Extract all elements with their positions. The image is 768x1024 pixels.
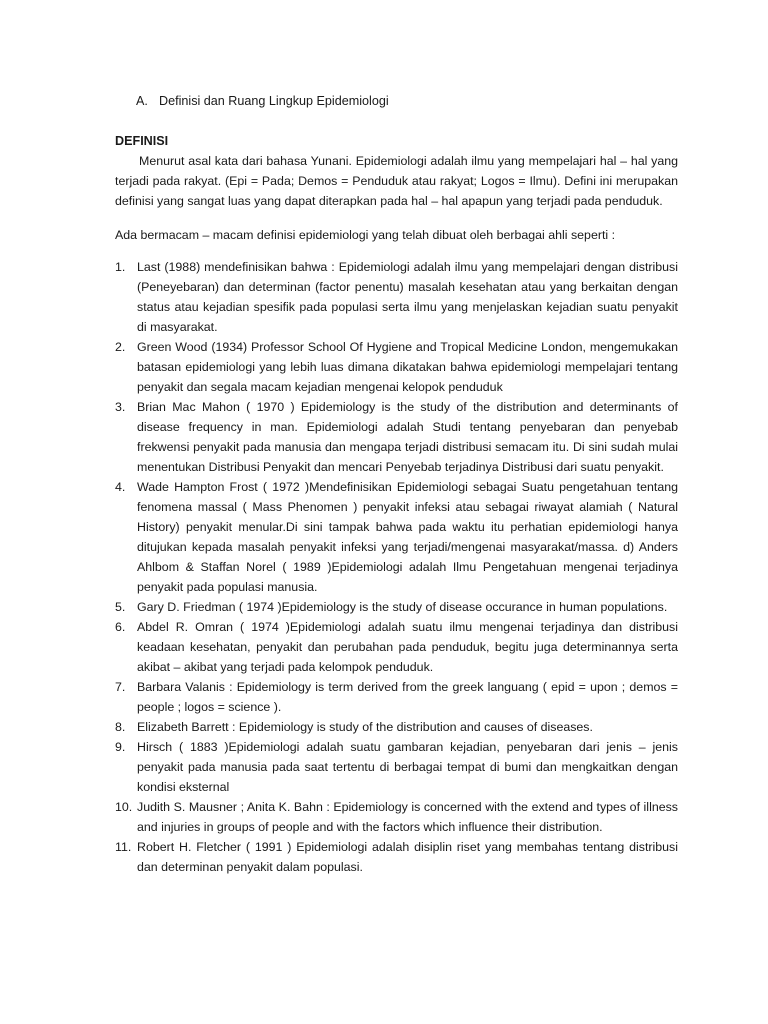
list-item (115, 737, 678, 797)
list-item (115, 797, 678, 837)
list-item (115, 337, 678, 397)
list-item-text: Barbara Valanis : Epidemiology is term derived from the greek languang ( epid = upon ; demos = people ; logos = science ). (137, 680, 678, 714)
list-item-text: Hirsch ( 1883 )Epidemiologi adalah suatu gambaran kejadian, penyebaran dari jenis – jenis penyakit pada manusia pada saat tertentu di berbagai tempat di bumi dan mengkaitkan dengan kondisi eksternal (137, 740, 678, 794)
list-item (115, 477, 678, 597)
list-item-text: Brian Mac Mahon ( 1970 ) Epidemiology is the study of the distribution and determinants of disease frequency in man. Epidemiologi adalah Studi tentang penyebaran dan penyebab frekwensi penyakit pada manusia dan mengapa terjadi distribusi semacam itu. Di sini sudah mulai menentukan Distribusi Penyakit dan mencari Penyebab terjadinya Distribusi dari suatu penyakit. (137, 400, 678, 474)
list-item-text: Last (1988) mendefinisikan bahwa : Epidemiologi adalah ilmu yang mempelajari dengan distribusi (Peneyebaran) dan determinan (factor penentu) masalah kesehatan atau yang berkaitan dengan status atau kejadian spesifik pada populasi serta ilmu yang menjelaskan kejadian suatu penyakit di masyarakat. (137, 260, 678, 334)
list-item-number: 1. (115, 260, 126, 274)
list-item (115, 617, 678, 677)
list-item-text: Gary D. Friedman ( 1974 )Epidemiology is the study of disease occurance in human populations. (137, 600, 668, 614)
intro-paragraph: Menurut asal kata dari bahasa Yunani. Epidemiologi adalah ilmu yang mempelajari hal – hal yang terjadi pada rakyat. (Epi = Pada; Demos = Penduduk atau rakyat; Logos = Ilmu). Defini ini merupakan definisi yang sangat luas yang dapat diterapkan pada hal – hal apapun yang terjadi pada penduduk. (115, 154, 678, 208)
list-item (115, 837, 678, 877)
section-heading-text: Definisi dan Ruang Lingkup Epidemiologi (159, 94, 389, 108)
list-item-number: 9. (115, 740, 126, 754)
list-item-number: 10. (115, 800, 133, 814)
list-item-number: 7. (115, 680, 126, 694)
section-heading-label: A. (136, 94, 148, 108)
list-item-text: Judith S. Mausner ; Anita K. Bahn : Epidemiology is concerned with the extend and types of illness and injuries in groups of people and with the factors which influence their distribution. (137, 800, 678, 834)
section-heading (136, 91, 389, 111)
list-item-number: 6. (115, 620, 126, 634)
list-item-number: 8. (115, 720, 126, 734)
list-item-text: Abdel R. Omran ( 1974 )Epidemiologi adalah suatu ilmu mengenai terjadinya dan distribusi keadaan kesehatan, penyakit dan perubahan pada penduduk, begitu juga determinannya serta akibat – akibat yang terjadi pada kelompok penduduk. (137, 620, 678, 674)
list-item (115, 717, 678, 737)
list-item (115, 677, 678, 717)
definition-subheading: DEFINISI (115, 134, 169, 148)
list-item (115, 257, 678, 337)
list-item (115, 597, 678, 617)
list-item-number: 4. (115, 480, 126, 494)
list-item-text: Robert H. Fletcher ( 1991 ) Epidemiologi adalah disiplin riset yang membahas tentang distribusi dan determinan penyakit dalam populasi. (137, 840, 678, 874)
list-item-text: Elizabeth Barrett : Epidemiology is study of the distribution and causes of diseases. (137, 720, 593, 734)
list-item-number: 11. (115, 840, 132, 854)
definition-list (115, 257, 678, 877)
list-item-text: Wade Hampton Frost ( 1972 )Mendefinisikan Epidemiologi sebagai Suatu pengetahuan tentang fenomena massal ( Mass Phenomen ) penyakit infeksi atau sebagai riwayat alamiah ( Natural History) penyakit menular.Di sini tampak bahwa pada waktu itu perhatian epidemiologi hanya ditujukan kepada masalah penyakit infeksi yang terjadi/mengenai masyarakat/massa. d) Anders Ahlbom & Staffan Norel ( 1989 )Epidemiologi adalah Ilmu Pengetahuan mengenai terjadinya penyakit pada populasi manusia. (137, 480, 678, 594)
list-lead-paragraph: Ada bermacam – macam definisi epidemiologi yang telah dibuat oleh berbagai ahli seperti : (115, 228, 616, 242)
list-item (115, 397, 678, 477)
list-item-text: Green Wood (1934) Professor School Of Hygiene and Tropical Medicine London, mengemukakan batasan epidemiologi yang lebih luas dimana dikatakan bahwa epidemiologi mempelajari tentang penyakit dan segala macam kejadian mengenai kelopok penduduk (137, 340, 678, 394)
list-item-number: 3. (115, 400, 126, 414)
list-item-number: 5. (115, 600, 126, 614)
list-item-number: 2. (115, 340, 126, 354)
